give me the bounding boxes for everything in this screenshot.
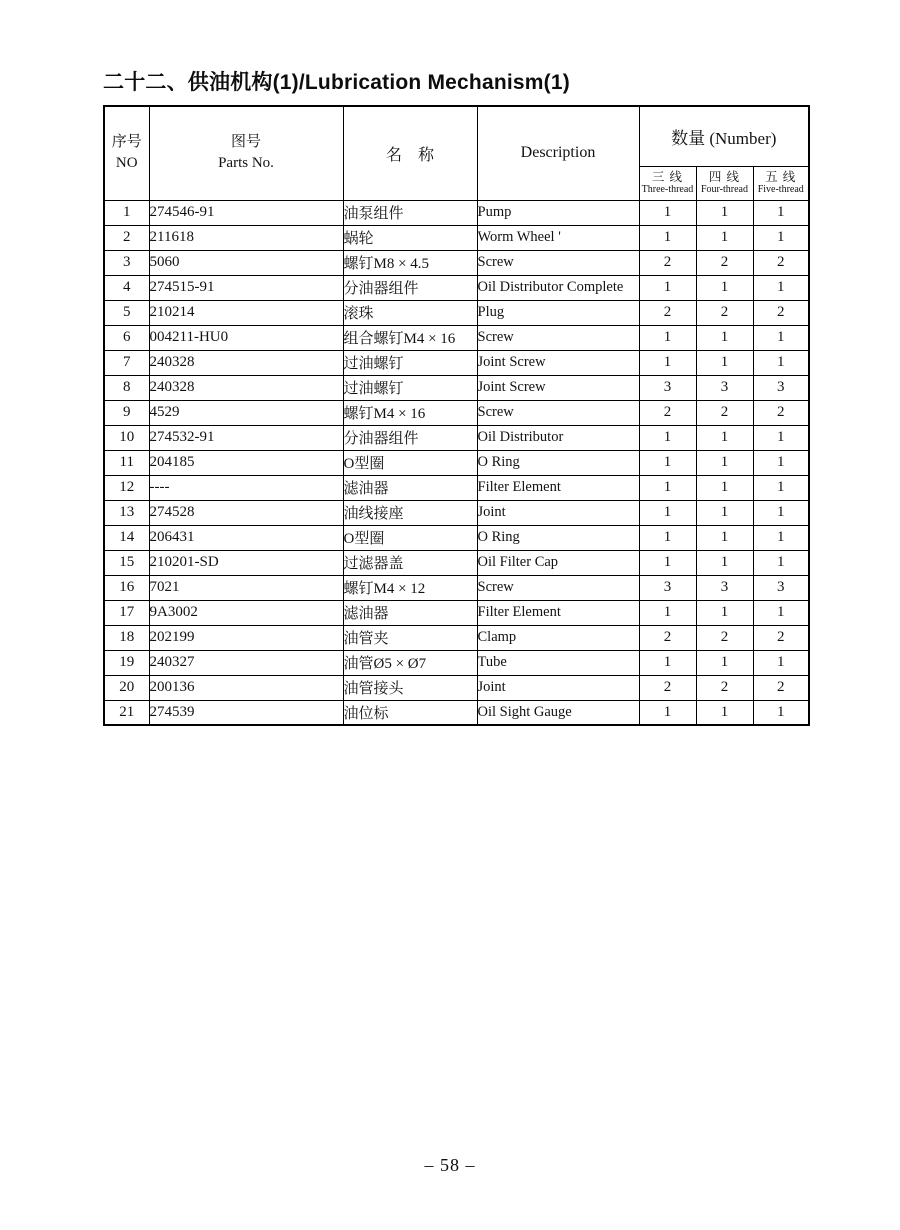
header-three-thread-cn: 三 线 — [651, 170, 684, 184]
row-parts-no: 274515-91 — [149, 275, 343, 300]
row-qty-four-thread: 3 — [696, 375, 753, 400]
table-row — [104, 300, 809, 325]
row-description: Plug — [477, 300, 639, 325]
row-name-cn: 油泵组件 — [343, 200, 477, 225]
row-no: 18 — [104, 625, 149, 650]
row-no: 6 — [104, 325, 149, 350]
row-qty-four-thread: 1 — [696, 550, 753, 575]
row-no: 8 — [104, 375, 149, 400]
row-name-cn: 螺钉M8 × 4.5 — [343, 250, 477, 275]
row-qty-four-thread: 1 — [696, 275, 753, 300]
header-name: 名 称 — [343, 106, 477, 200]
row-qty-three-thread: 1 — [639, 600, 696, 625]
row-qty-three-thread: 1 — [639, 525, 696, 550]
row-parts-no: 274532-91 — [149, 425, 343, 450]
row-qty-five-thread: 1 — [753, 650, 809, 675]
parts-table — [103, 105, 810, 726]
row-qty-four-thread: 1 — [696, 350, 753, 375]
row-no: 16 — [104, 575, 149, 600]
table-row — [104, 350, 809, 375]
row-parts-no: 206431 — [149, 525, 343, 550]
row-parts-no: 202199 — [149, 625, 343, 650]
row-parts-no: 274539 — [149, 700, 343, 725]
row-parts-no: 210214 — [149, 300, 343, 325]
row-description: Screw — [477, 250, 639, 275]
header-three-thread — [639, 166, 696, 200]
row-parts-no: 7021 — [149, 575, 343, 600]
row-description: Joint Screw — [477, 350, 639, 375]
row-name-cn: 滤油器 — [343, 600, 477, 625]
row-qty-three-thread: 2 — [639, 625, 696, 650]
row-no: 12 — [104, 475, 149, 500]
header-four-thread-en: Four-thread — [700, 184, 748, 195]
parts-table-body — [104, 200, 809, 725]
row-description: Screw — [477, 575, 639, 600]
row-qty-four-thread: 1 — [696, 475, 753, 500]
row-no: 10 — [104, 425, 149, 450]
header-description: Description — [477, 106, 639, 200]
row-name-cn: 分油器组件 — [343, 425, 477, 450]
row-name-cn: 油管Ø5 × Ø7 — [343, 650, 477, 675]
header-parts-cn: 图号 — [230, 134, 261, 151]
row-qty-five-thread: 1 — [753, 525, 809, 550]
row-name-cn: 过滤器盖 — [343, 550, 477, 575]
row-description: Worm Wheel ' — [477, 225, 639, 250]
row-qty-five-thread: 1 — [753, 500, 809, 525]
row-no: 13 — [104, 500, 149, 525]
row-name-cn: 螺钉M4 × 16 — [343, 400, 477, 425]
row-qty-three-thread: 1 — [639, 475, 696, 500]
row-qty-four-thread: 1 — [696, 325, 753, 350]
row-qty-five-thread: 1 — [753, 425, 809, 450]
row-no: 20 — [104, 675, 149, 700]
header-five-thread-en: Five-thread — [757, 184, 804, 195]
row-qty-five-thread: 1 — [753, 225, 809, 250]
row-description: Joint Screw — [477, 375, 639, 400]
row-parts-no: 211618 — [149, 225, 343, 250]
row-parts-no: 4529 — [149, 400, 343, 425]
row-no: 7 — [104, 350, 149, 375]
row-qty-three-thread: 1 — [639, 650, 696, 675]
row-name-cn: 螺钉M4 × 12 — [343, 575, 477, 600]
row-name-cn: 油管接头 — [343, 675, 477, 700]
row-qty-three-thread: 1 — [639, 225, 696, 250]
row-no: 11 — [104, 450, 149, 475]
row-parts-no: 200136 — [149, 675, 343, 700]
row-parts-no: 9A3002 — [149, 600, 343, 625]
row-description: O Ring — [477, 525, 639, 550]
row-qty-five-thread: 3 — [753, 375, 809, 400]
row-no: 17 — [104, 600, 149, 625]
row-qty-three-thread: 3 — [639, 575, 696, 600]
row-qty-four-thread: 2 — [696, 300, 753, 325]
row-qty-five-thread: 2 — [753, 250, 809, 275]
row-description: Filter Element — [477, 475, 639, 500]
row-parts-no: 210201-SD — [149, 550, 343, 575]
table-row — [104, 375, 809, 400]
row-qty-five-thread: 1 — [753, 200, 809, 225]
row-name-cn: O型圈 — [343, 450, 477, 475]
row-description: Oil Distributor Complete — [477, 275, 639, 300]
table-row — [104, 425, 809, 450]
table-row — [104, 675, 809, 700]
table-row — [104, 600, 809, 625]
row-qty-three-thread: 2 — [639, 250, 696, 275]
row-qty-four-thread: 1 — [696, 525, 753, 550]
row-name-cn: 滚珠 — [343, 300, 477, 325]
row-name-cn: O型圈 — [343, 525, 477, 550]
row-qty-five-thread: 1 — [753, 275, 809, 300]
row-name-cn: 分油器组件 — [343, 275, 477, 300]
row-name-cn: 过油螺钉 — [343, 350, 477, 375]
row-qty-three-thread: 2 — [639, 400, 696, 425]
row-name-cn: 油位标 — [343, 700, 477, 725]
row-description: Oil Sight Gauge — [477, 700, 639, 725]
header-four-thread-cn: 四 线 — [708, 170, 741, 184]
row-parts-no: 004211-HU0 — [149, 325, 343, 350]
row-parts-no: 274528 — [149, 500, 343, 525]
row-qty-four-thread: 1 — [696, 450, 753, 475]
row-qty-five-thread: 1 — [753, 450, 809, 475]
table-row — [104, 225, 809, 250]
row-qty-three-thread: 2 — [639, 675, 696, 700]
row-qty-five-thread: 2 — [753, 675, 809, 700]
row-description: Joint — [477, 500, 639, 525]
row-name-cn: 油线接座 — [343, 500, 477, 525]
row-description: Screw — [477, 400, 639, 425]
row-no: 5 — [104, 300, 149, 325]
row-description: Tube — [477, 650, 639, 675]
row-no: 3 — [104, 250, 149, 275]
row-parts-no: 240327 — [149, 650, 343, 675]
row-no: 1 — [104, 200, 149, 225]
row-qty-five-thread: 1 — [753, 475, 809, 500]
table-row — [104, 200, 809, 225]
table-row — [104, 250, 809, 275]
row-no: 19 — [104, 650, 149, 675]
row-name-cn: 过油螺钉 — [343, 375, 477, 400]
header-five-thread-cn: 五 线 — [765, 170, 797, 184]
row-qty-four-thread: 1 — [696, 200, 753, 225]
header-no-en: NO — [115, 155, 138, 172]
row-name-cn: 滤油器 — [343, 475, 477, 500]
row-no: 4 — [104, 275, 149, 300]
row-qty-four-thread: 1 — [696, 600, 753, 625]
page-number: – 58 – — [424, 1155, 476, 1175]
header-three-thread-en: Three-thread — [641, 184, 694, 195]
header-no — [104, 106, 149, 200]
table-row — [104, 700, 809, 725]
row-parts-no: 274546-91 — [149, 200, 343, 225]
row-qty-five-thread: 3 — [753, 575, 809, 600]
table-row — [104, 275, 809, 300]
page-title: 二十二、供油机构(1)/Lubrication Mechanism(1) — [103, 71, 570, 94]
table-row — [104, 575, 809, 600]
row-name-cn: 油管夹 — [343, 625, 477, 650]
row-qty-three-thread: 1 — [639, 325, 696, 350]
table-row — [104, 475, 809, 500]
row-qty-four-thread: 2 — [696, 400, 753, 425]
table-row — [104, 625, 809, 650]
table-row — [104, 525, 809, 550]
row-qty-five-thread: 1 — [753, 600, 809, 625]
row-qty-four-thread: 2 — [696, 625, 753, 650]
row-description: Screw — [477, 325, 639, 350]
row-qty-five-thread: 2 — [753, 300, 809, 325]
row-parts-no: ---- — [149, 475, 343, 500]
row-no: 2 — [104, 225, 149, 250]
row-no: 9 — [104, 400, 149, 425]
header-five-thread — [753, 166, 809, 200]
row-parts-no: 240328 — [149, 350, 343, 375]
row-qty-four-thread: 1 — [696, 700, 753, 725]
row-description: Oil Distributor — [477, 425, 639, 450]
row-description: Filter Element — [477, 600, 639, 625]
header-parts-en: Parts No. — [218, 155, 274, 172]
table-row — [104, 450, 809, 475]
row-qty-five-thread: 1 — [753, 700, 809, 725]
row-parts-no: 204185 — [149, 450, 343, 475]
row-description: Clamp — [477, 625, 639, 650]
row-no: 15 — [104, 550, 149, 575]
row-qty-three-thread: 1 — [639, 550, 696, 575]
row-qty-three-thread: 1 — [639, 425, 696, 450]
row-qty-four-thread: 3 — [696, 575, 753, 600]
table-row — [104, 500, 809, 525]
row-qty-four-thread: 1 — [696, 425, 753, 450]
row-name-cn: 蜗轮 — [343, 225, 477, 250]
row-qty-three-thread: 1 — [639, 700, 696, 725]
parts-table-header — [104, 106, 809, 200]
row-name-cn: 组合螺钉M4 × 16 — [343, 325, 477, 350]
row-qty-five-thread: 1 — [753, 550, 809, 575]
header-quantity: 数量 (Number) — [639, 106, 809, 166]
row-qty-three-thread: 1 — [639, 275, 696, 300]
row-qty-three-thread: 1 — [639, 350, 696, 375]
row-qty-five-thread: 1 — [753, 325, 809, 350]
row-qty-five-thread: 1 — [753, 350, 809, 375]
row-parts-no: 5060 — [149, 250, 343, 275]
row-description: Oil Filter Cap — [477, 550, 639, 575]
row-qty-four-thread: 1 — [696, 225, 753, 250]
row-description: Joint — [477, 675, 639, 700]
row-qty-three-thread: 1 — [639, 500, 696, 525]
row-description: Pump — [477, 200, 639, 225]
row-qty-three-thread: 2 — [639, 300, 696, 325]
header-no-cn: 序号 — [111, 134, 142, 151]
row-qty-five-thread: 2 — [753, 625, 809, 650]
header-four-thread — [696, 166, 753, 200]
table-row — [104, 325, 809, 350]
table-row — [104, 550, 809, 575]
table-row — [104, 400, 809, 425]
row-qty-five-thread: 2 — [753, 400, 809, 425]
row-qty-three-thread: 1 — [639, 200, 696, 225]
row-parts-no: 240328 — [149, 375, 343, 400]
header-parts-no — [149, 106, 343, 200]
row-qty-four-thread: 1 — [696, 500, 753, 525]
table-row — [104, 650, 809, 675]
row-qty-four-thread: 1 — [696, 650, 753, 675]
row-qty-three-thread: 3 — [639, 375, 696, 400]
row-no: 14 — [104, 525, 149, 550]
row-qty-three-thread: 1 — [639, 450, 696, 475]
row-qty-four-thread: 2 — [696, 250, 753, 275]
row-description: O Ring — [477, 450, 639, 475]
row-qty-four-thread: 2 — [696, 675, 753, 700]
row-no: 21 — [104, 700, 149, 725]
